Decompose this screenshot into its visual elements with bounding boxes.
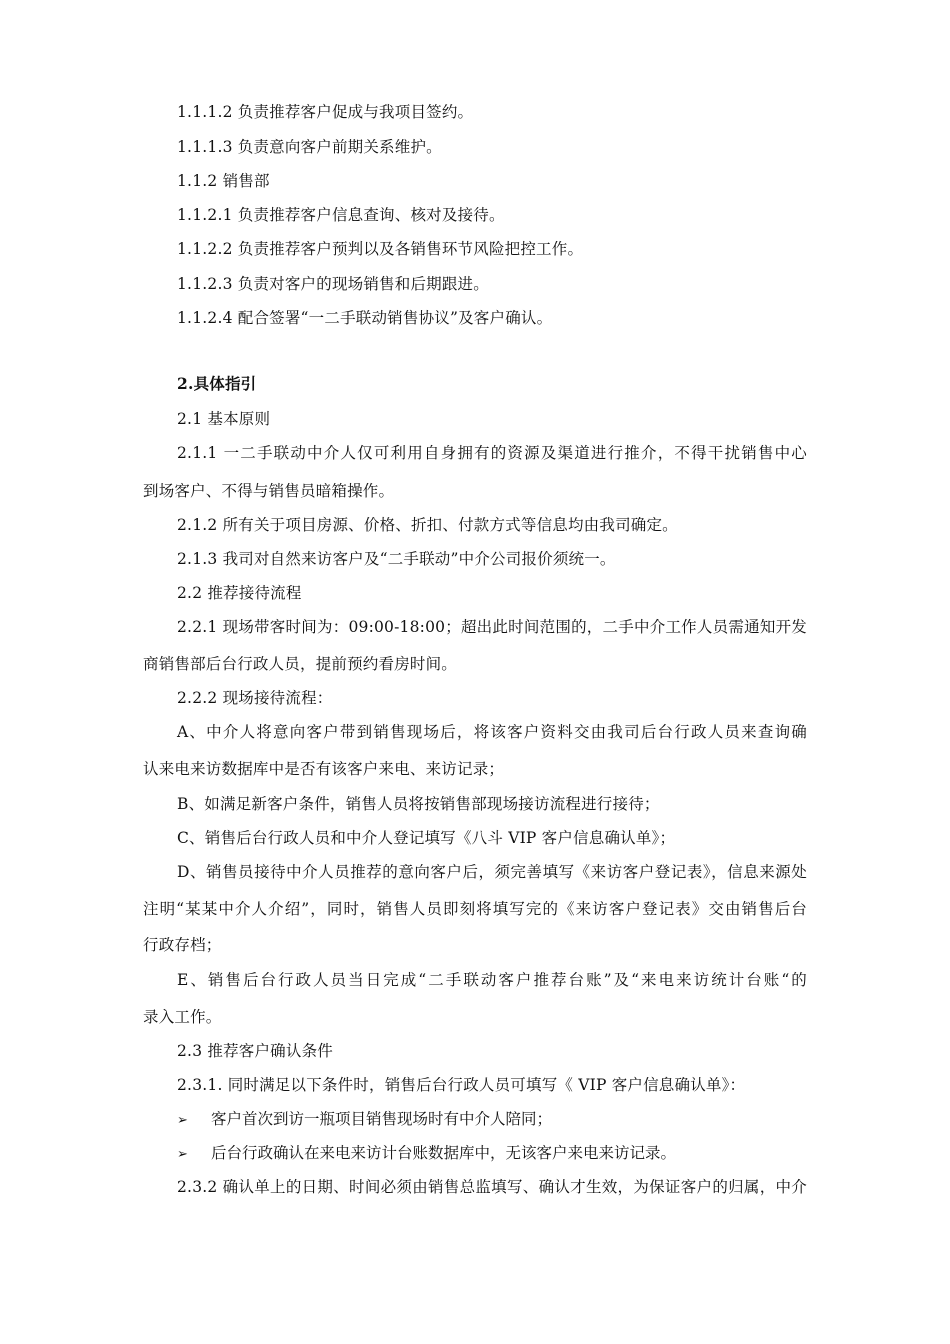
section-2-1-heading: 2.1 基本原则 bbox=[177, 410, 271, 428]
section-1-1-2-heading: 1.1.2 销售部 bbox=[177, 172, 270, 190]
clause-1-1-1-3: 1.1.1.3 负责意向客户前期关系维护。 bbox=[177, 138, 442, 156]
condition-list-item-2 bbox=[177, 1143, 676, 1165]
step-e-line2: 录入工作。 bbox=[143, 1008, 222, 1026]
step-b: B、如满足新客户条件，销售人员将按销售部现场接访流程进行接待； bbox=[177, 795, 660, 813]
condition-1-text: 客户首次到访一瓶项目销售现场时有中介人陪同； bbox=[211, 1110, 553, 1128]
step-a-line2: 认来电来访数据库中是否有该客户来电、来访记录； bbox=[143, 760, 505, 778]
clause-2-1-1-line2: 到场客户、不得与销售员暗箱操作。 bbox=[143, 482, 395, 500]
clause-2-1-2: 2.1.2 所有关于项目房源、价格、折扣、付款方式等信息均由我司确定。 bbox=[177, 516, 678, 534]
clause-2-3-2-line1: 2.3.2 确认单上的日期、时间必须由销售总监填写、确认才生效，为保证客户的归属，中介 bbox=[177, 1178, 807, 1196]
section-2-2-heading: 2.2 推荐接待流程 bbox=[177, 584, 302, 602]
clause-2-1-1-line1: 2.1.1 一二手联动中介人仅可利用自身拥有的资源及渠道进行推介，不得干扰销售中心 bbox=[177, 444, 807, 462]
clause-2-2-1-line1: 2.2.1 现场带客时间为：09:00-18:00；超出此时间范围的，二手中介工作人员需通知开发 bbox=[177, 618, 807, 636]
step-d-line2: 注明“某某中介人介绍”，同时，销售人员即刻将填写完的《来访客户登记表》交由销售后台 bbox=[143, 900, 807, 918]
step-c: C、销售后台行政人员和中介人登记填写《八斗 VIP 客户信息确认单》； bbox=[177, 829, 676, 847]
section-2-heading: 2.具体指引 bbox=[177, 374, 257, 393]
step-e-line1: E、销售后台行政人员当日完成“二手联动客户推荐台账”及“来电来访统计台账“的 bbox=[177, 971, 807, 989]
section-2-3-heading: 2.3 推荐客户确认条件 bbox=[177, 1042, 333, 1060]
clause-1-1-2-2: 1.1.2.2 负责推荐客户预判以及各销售环节风险把控工作。 bbox=[177, 240, 584, 258]
clause-2-2-2: 2.2.2 现场接待流程： bbox=[177, 689, 333, 707]
step-d-line3: 行政存档； bbox=[143, 936, 222, 954]
arrow-bullet-icon: ➢ bbox=[177, 1113, 188, 1128]
clause-1-1-1-2: 1.1.1.2 负责推荐客户促成与我项目签约。 bbox=[177, 103, 474, 121]
clause-2-2-1-line2: 商销售部后台行政人员，提前预约看房时间。 bbox=[143, 655, 458, 673]
clause-2-1-3: 2.1.3 我司对自然来访客户及“二手联动”中介公司报价须统一。 bbox=[177, 550, 616, 568]
clause-1-1-2-1: 1.1.2.1 负责推荐客户信息查询、核对及接待。 bbox=[177, 206, 505, 224]
condition-list-item-1 bbox=[177, 1109, 552, 1131]
clause-2-3-1: 2.3.1. 同时满足以下条件时，销售后台行政人员可填写《 VIP 客户信息确认单》： bbox=[177, 1076, 746, 1094]
step-a-line1: A、中介人将意向客户带到销售现场后，将该客户资料交由我司后台行政人员来查询确 bbox=[177, 723, 807, 741]
arrow-bullet-icon: ➢ bbox=[177, 1147, 188, 1162]
clause-1-1-2-4: 1.1.2.4 配合签署“一二手联动销售协议”及客户确认。 bbox=[177, 309, 553, 327]
condition-2-text: 后台行政确认在来电来访计台账数据库中，无该客户来电来访记录。 bbox=[211, 1144, 677, 1162]
step-d-line1: D、销售员接待中介人员推荐的意向客户后，须完善填写《来访客户登记表》，信息来源处 bbox=[177, 863, 807, 881]
clause-1-1-2-3: 1.1.2.3 负责对客户的现场销售和后期跟进。 bbox=[177, 275, 489, 293]
